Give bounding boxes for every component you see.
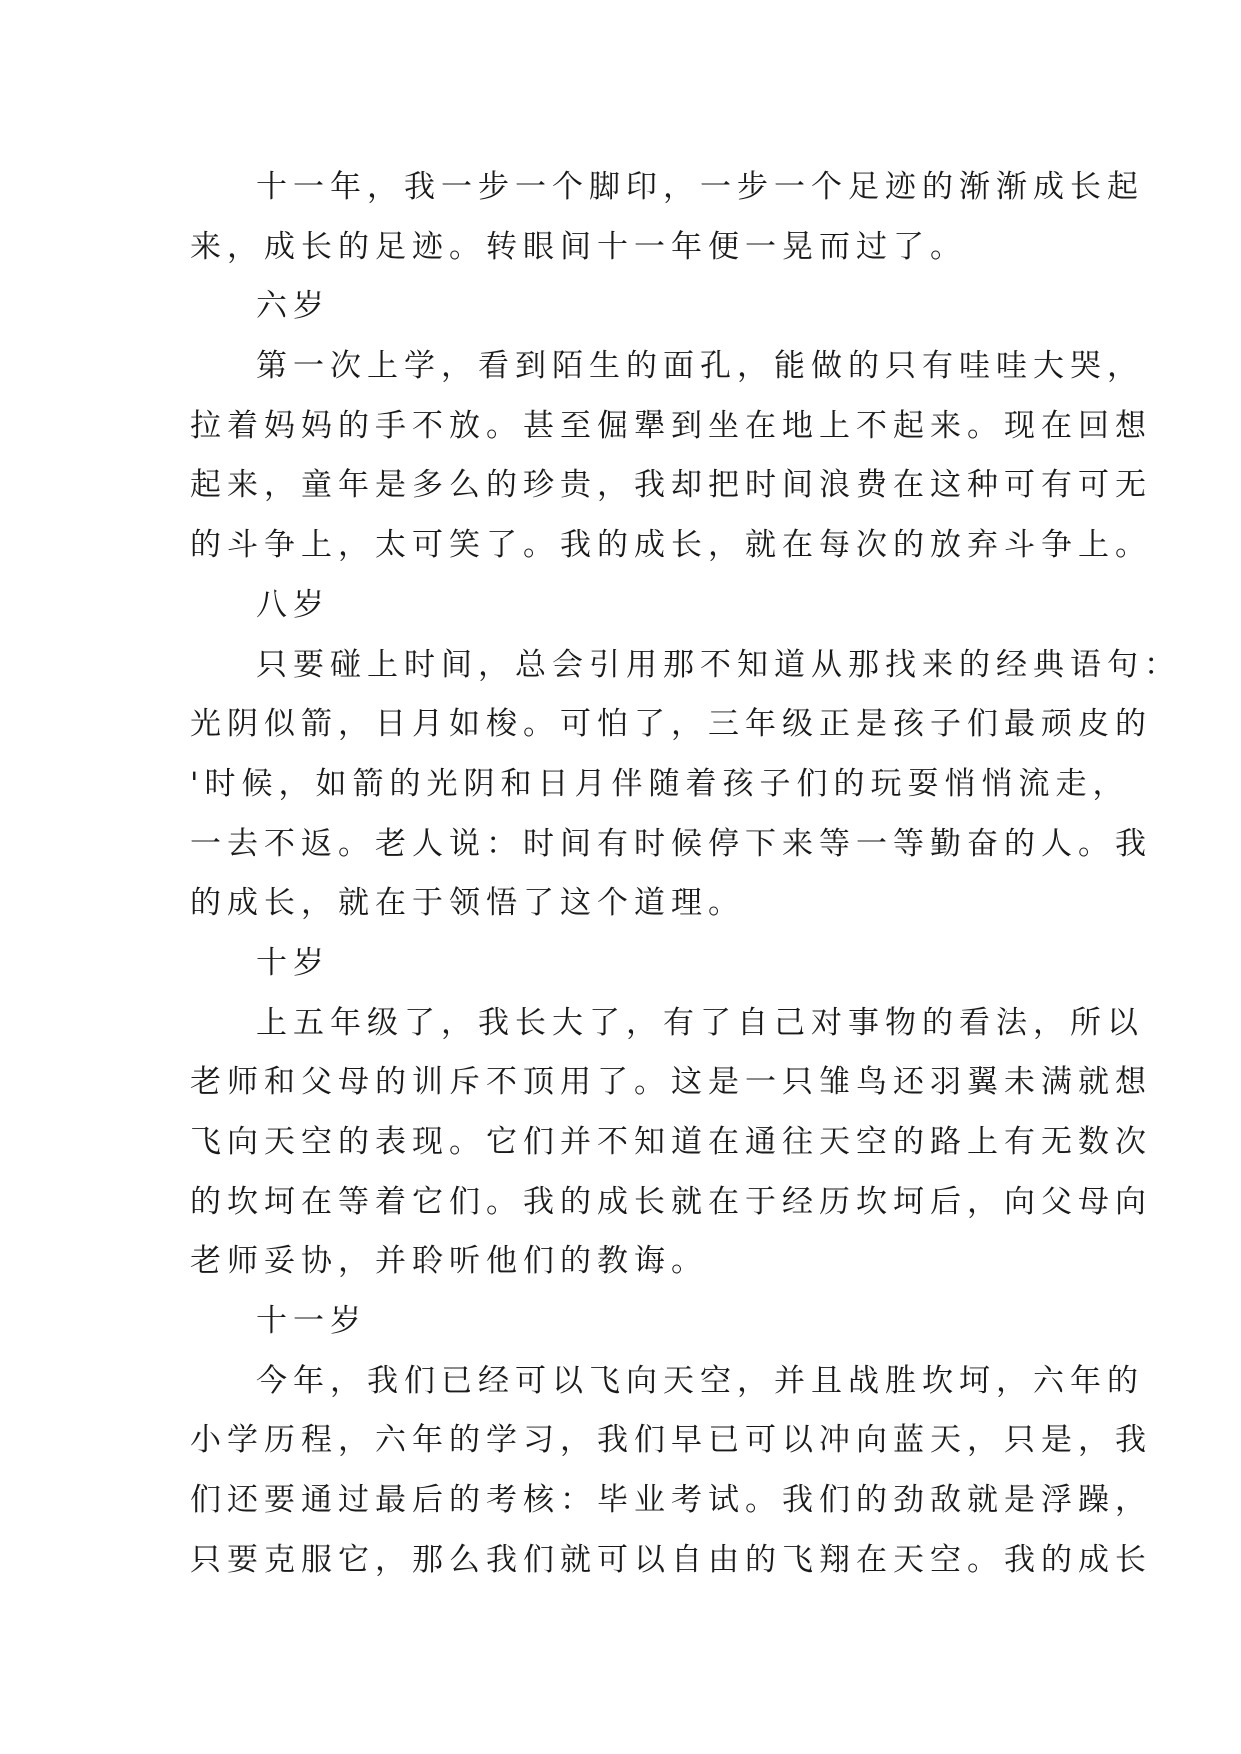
section-heading: 十一岁 — [256, 1303, 367, 1340]
text-line: 今年，我们已经可以飞向天空，并且战胜坎坷，六年的 — [256, 1362, 1144, 1399]
section-heading: 六岁 — [256, 288, 330, 325]
document-body — [190, 158, 1181, 1591]
text-line: 老师和父母的训斥不顶用了。这是一只雏鸟还羽翼未满就想 — [190, 1064, 1152, 1101]
text-line: 上五年级了，我长大了，有了自己对事物的看法，所以 — [256, 1004, 1144, 1041]
text-line: '时候，如箭的光阴和日月伴随着孩子们的玩耍悄悄流走， — [190, 765, 1130, 802]
text-line: 的斗争上，太可笑了。我的成长，就在每次的放弃斗争上。 — [190, 527, 1152, 564]
text-line: 起来，童年是多么的珍贵，我却把时间浪费在这种可有可无 — [190, 467, 1152, 504]
text-line: 们还要通过最后的考核：毕业考试。我们的劲敌就是浮躁， — [190, 1482, 1152, 1519]
text-line: 来，成长的足迹。转眼间十一年便一晃而过了。 — [190, 228, 967, 265]
text-line: 只要碰上时间，总会引用那不知道从那找来的经典语句： — [256, 646, 1181, 683]
text-line: 的成长，就在于领悟了这个道理。 — [190, 885, 745, 922]
section-heading: 十岁 — [256, 944, 330, 981]
text-line: 只要克服它，那么我们就可以自由的飞翔在天空。我的成长 — [190, 1541, 1152, 1578]
text-line: 十一年，我一步一个脚印，一步一个足迹的渐渐成长起 — [256, 169, 1144, 205]
text-line: 老师妥协，并聆听他们的教诲。 — [190, 1243, 708, 1280]
text-line: 的坎坷在等着它们。我的成长就在于经历坎坷后，向父母向 — [190, 1183, 1152, 1220]
text-line: 一去不返。老人说：时间有时候停下来等一等勤奋的人。我 — [190, 825, 1152, 862]
text-line: 光阴似箭，日月如梭。可怕了，三年级正是孩子们最顽皮的 — [190, 706, 1152, 743]
text-line: 第一次上学，看到陌生的面孔，能做的只有哇哇大哭， — [256, 348, 1144, 385]
text-line: 拉着妈妈的手不放。甚至倔犟到坐在地上不起来。现在回想 — [190, 407, 1152, 444]
section-heading: 八岁 — [256, 586, 330, 623]
text-line: 小学历程，六年的学习，我们早已可以冲向蓝天，只是，我 — [190, 1422, 1152, 1459]
text-line: 飞向天空的表现。它们并不知道在通往天空的路上有无数次 — [190, 1124, 1152, 1160]
